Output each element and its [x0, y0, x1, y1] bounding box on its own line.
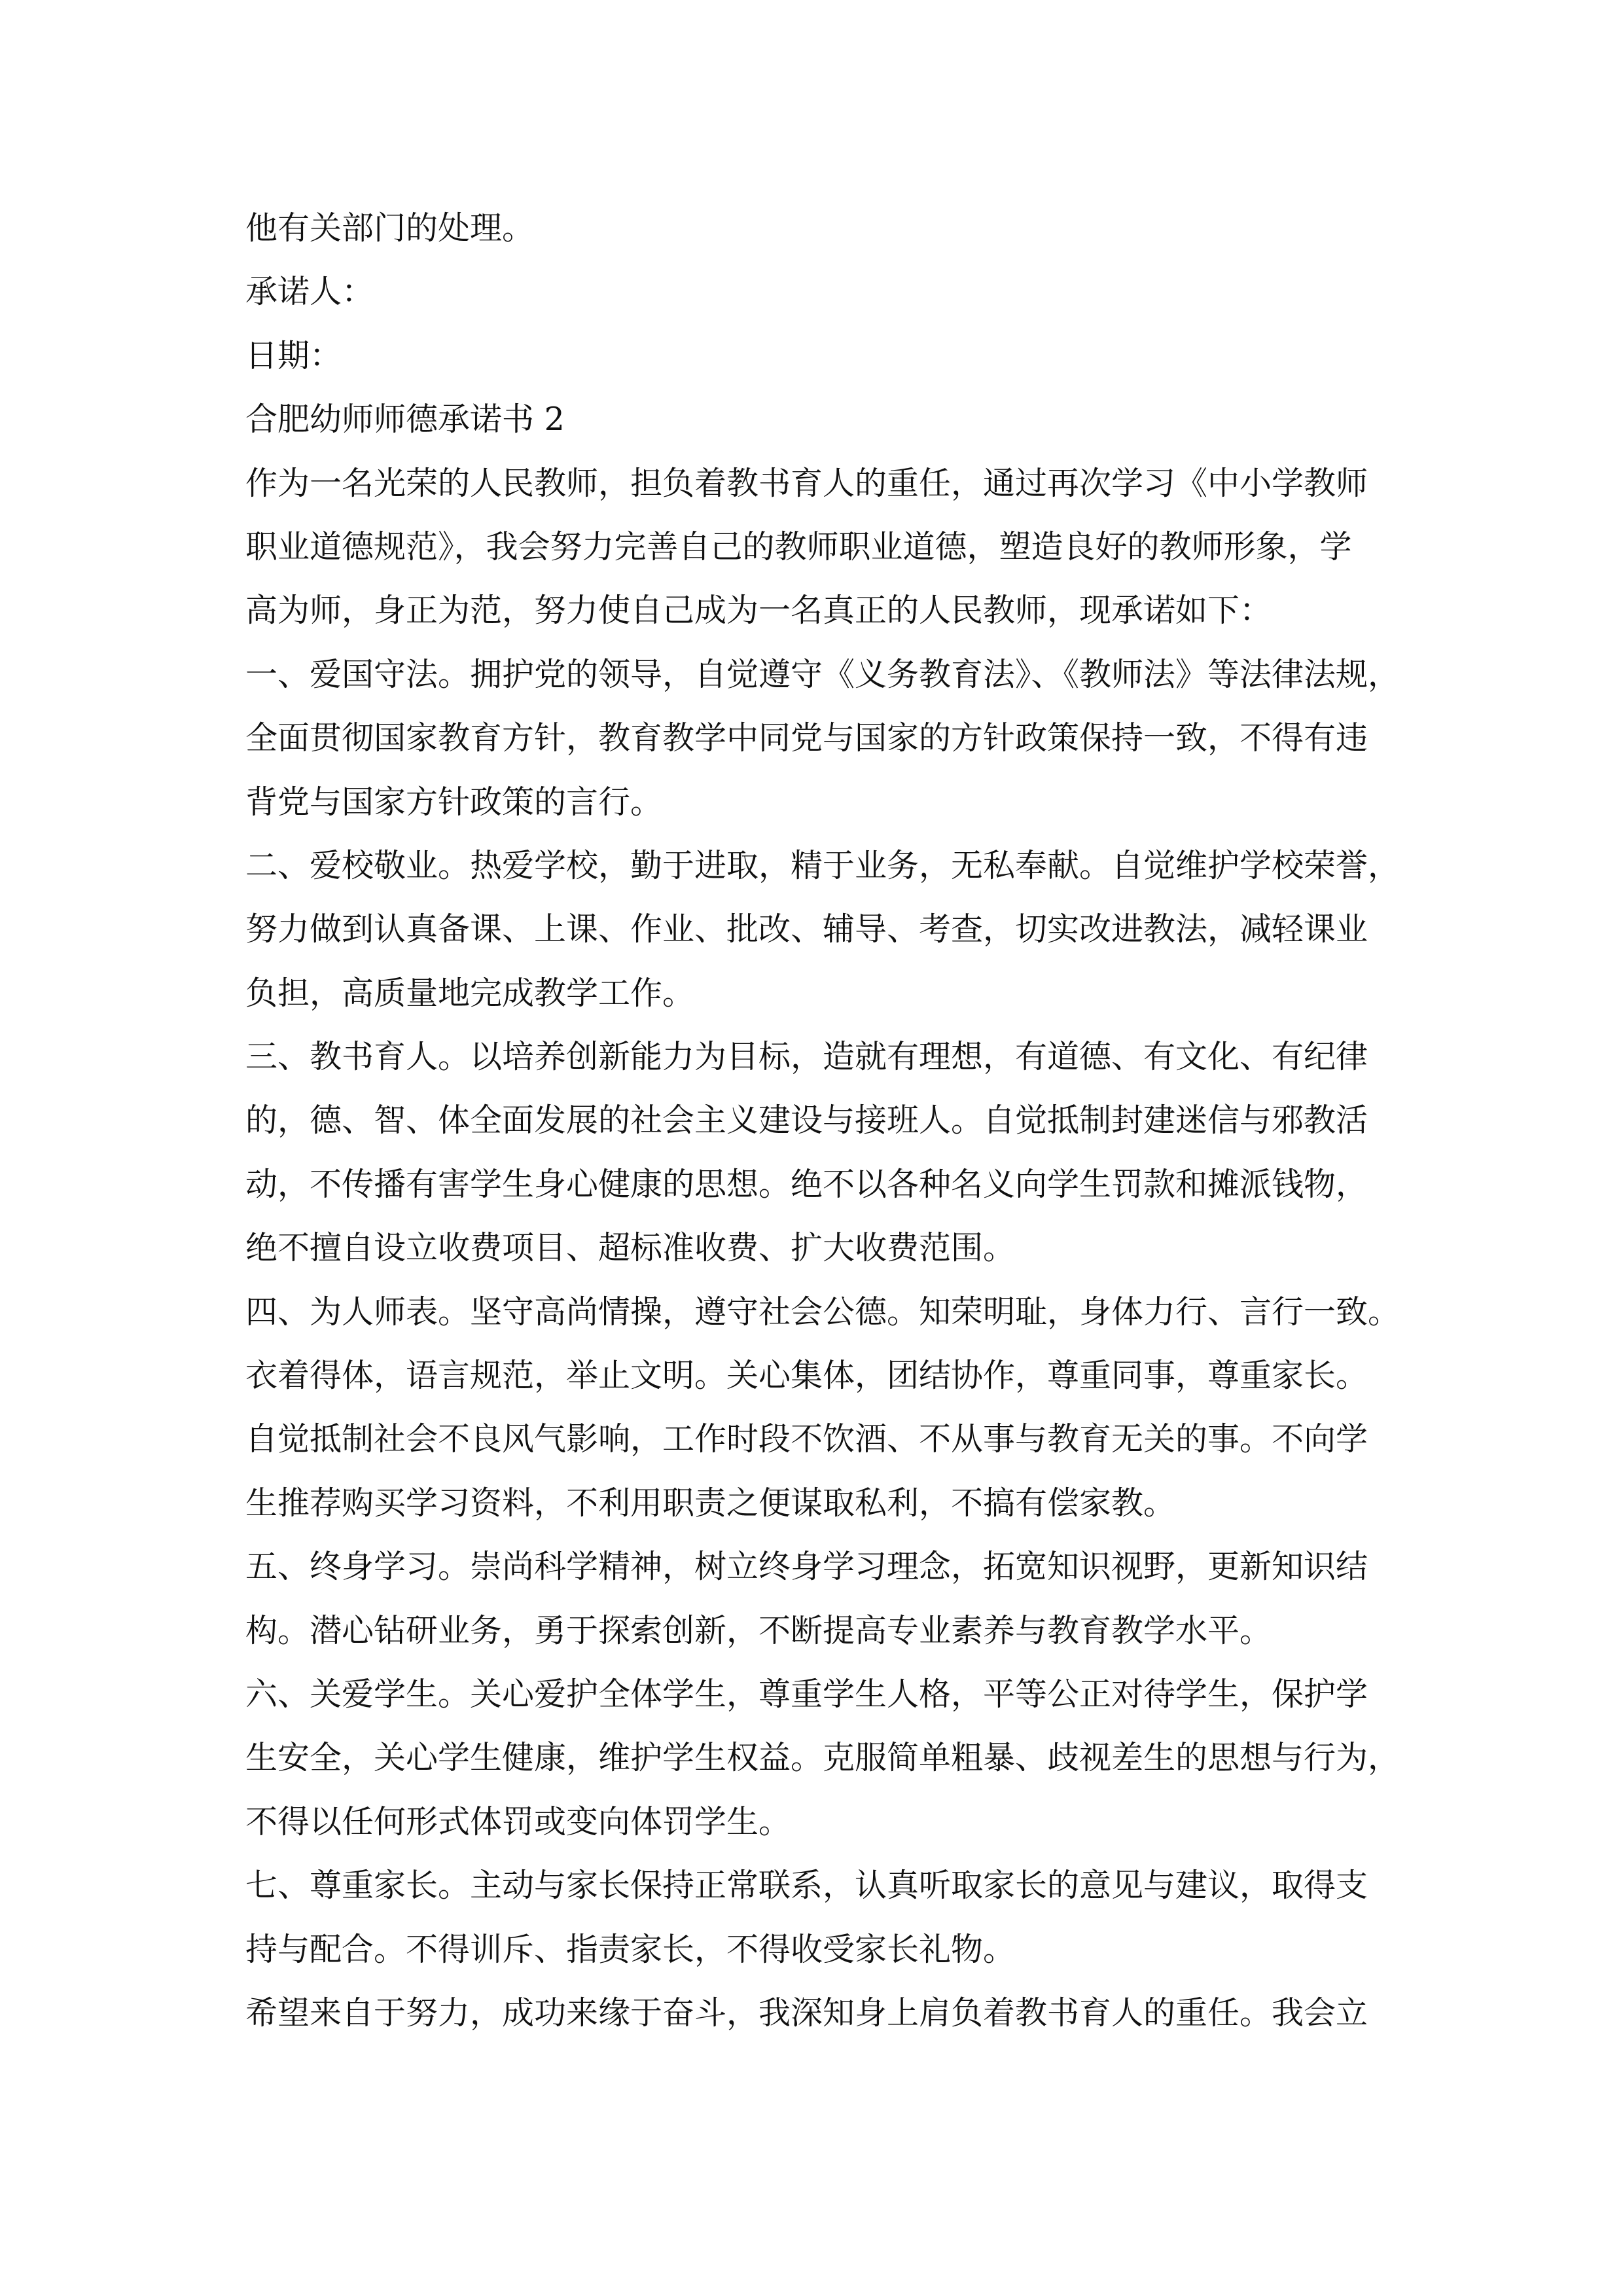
text-line: 四、为人师表。坚守高尚情操，遵守社会公德。知荣明耻，身体力行、言行一致。 [245, 1293, 1400, 1331]
text-line: 构。潜心钻研业务，勇于探索创新，不断提高专业素养与教育教学水平。 [245, 1611, 1272, 1649]
text-line: 生安全，关心学生健康，维护学生权益。克服简单粗暴、歧视差生的思想与行为， [245, 1739, 1400, 1777]
text-line: 绝不擅自设立收费项目、超标准收费、扩大收费范围。 [245, 1229, 1016, 1267]
document-body [245, 196, 1400, 2045]
text-line: 合肥幼师师德承诺书 2 [245, 401, 565, 439]
text-line: 负担，高质量地完成教学工作。 [245, 974, 695, 1012]
text-line: 职业道德规范》，我会努力完善自己的教师职业道德，塑造良好的教师形象，学 [245, 528, 1352, 565]
text-line: 衣着得体，语言规范，举止文明。关心集体，团结协作，尊重同事，尊重家长。 [245, 1357, 1368, 1395]
text-line: 承诺人： [245, 273, 374, 311]
text-line: 七、尊重家长。主动与家长保持正常联系，认真听取家长的意见与建议，取得支 [245, 1867, 1368, 1905]
text-line: 希望来自于努力，成功来缘于奋斗，我深知身上肩负着教书育人的重任。我会立 [245, 1994, 1368, 2032]
text-line: 不得以任何形式体罚或变向体罚学生。 [245, 1803, 791, 1840]
text-line: 作为一名光荣的人民教师，担负着教书育人的重任，通过再次学习《中小学教师 [245, 464, 1368, 502]
text-line: 动，不传播有害学生身心健康的思想。绝不以各种名义向学生罚款和摊派钱物， [245, 1165, 1368, 1203]
text-line: 生推荐购买学习资料，不利用职责之便谋取私利，不搞有偿家教。 [245, 1484, 1176, 1522]
text-line: 持与配合。不得训斥、指责家长，不得收受家长礼物。 [245, 1930, 1016, 1968]
text-line: 努力做到认真备课、上课、作业、批改、辅导、考查，切实改进教法，减轻课业 [245, 910, 1368, 948]
text-line: 全面贯彻国家教育方针，教育教学中同党与国家的方针政策保持一致，不得有违 [245, 719, 1368, 757]
text-line: 二、爱校敬业。热爱学校，勤于进取，精于业务，无私奉献。自觉维护学校荣誉， [245, 846, 1400, 884]
text-line: 日期： [245, 336, 342, 374]
text-line: 的，德、智、体全面发展的社会主义建设与接班人。自觉抵制封建迷信与邪教活 [245, 1102, 1368, 1139]
text-line: 他有关部门的处理。 [245, 209, 535, 247]
text-line: 高为师，身正为范，努力使自己成为一名真正的人民教师，现承诺如下： [245, 592, 1272, 630]
text-line: 自觉抵制社会不良风气影响，工作时段不饮酒、不从事与教育无关的事。不向学 [245, 1420, 1368, 1458]
text-line: 三、教书育人。以培养创新能力为目标，造就有理想，有道德、有文化、有纪律 [245, 1038, 1368, 1076]
text-line: 一、爱国守法。拥护党的领导，自觉遵守《义务教育法》、《教师法》等法律法规， [245, 655, 1400, 693]
text-line: 背党与国家方针政策的言行。 [245, 783, 663, 821]
text-line: 五、终身学习。崇尚科学精神，树立终身学习理念，拓宽知识视野，更新知识结 [245, 1548, 1368, 1586]
text-line: 六、关爱学生。关心爱护全体学生，尊重学生人格，平等公正对待学生，保护学 [245, 1675, 1368, 1713]
